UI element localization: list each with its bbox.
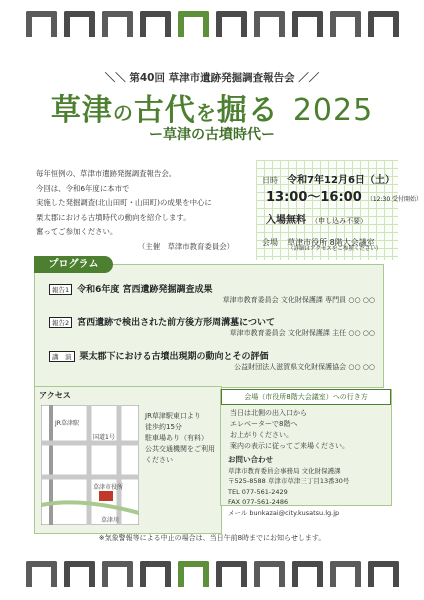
access-map <box>41 405 139 525</box>
program-tag: 講 演 <box>49 351 75 362</box>
intro-line: 実施した発掘調査(北山田町・山田町)の成果を中心に <box>36 198 212 207</box>
frame-ornament <box>64 11 95 37</box>
title-particle: の <box>112 101 134 125</box>
program-tag: 報告2 <box>49 317 72 328</box>
intro-line: 栗太郡における古墳時代の動向を紹介します。 <box>36 212 191 222</box>
frame-ornament <box>26 11 57 37</box>
time-row <box>266 186 422 205</box>
event-kicker: ＼＼ 第40回 草津市遺跡発掘調査報告会 ／／ <box>104 72 320 84</box>
program-speaker: 草津市教育委員会 文化財保護課 主任 ○○ ○○ <box>229 329 375 337</box>
program-tag: 報告1 <box>49 284 72 295</box>
organizer-signature: （主催 草津市教育委員会） <box>137 241 234 251</box>
event-theme: ー草津の古墳時代ー <box>149 127 275 143</box>
frame-ornament <box>216 561 247 587</box>
direction-line: JR草津駅東口より <box>145 412 201 420</box>
direction-line: 公共交通機関をご利用ください <box>145 445 215 464</box>
venue-value: 草津市役所 8階大会議室 <box>287 238 375 247</box>
intro-line: 今回は、令和6年度に本市で <box>36 183 130 193</box>
contact-tel: TEL 077-561-2429 <box>228 487 288 496</box>
guide-line: エレベーターで8階へ <box>230 420 298 428</box>
title-particle: を <box>195 101 217 125</box>
contact-section <box>228 455 388 518</box>
frame-ornament <box>254 561 285 587</box>
frame-ornament <box>64 561 95 587</box>
venue-note: （詳細はアクセスをご参照ください） <box>288 246 382 252</box>
direction-line: 徒歩約15分 <box>145 423 182 431</box>
frame-ornament <box>102 11 133 37</box>
program-tab: プログラム <box>34 256 113 273</box>
page-title <box>0 85 424 129</box>
venue-marker <box>99 491 113 501</box>
contact-org: 草津市教育委員会事務局 文化財保護課 <box>228 466 341 475</box>
frame-ornament <box>216 11 247 37</box>
program-item <box>49 282 375 305</box>
contact-email[interactable]: メール bunkazai@city.kusatsu.lg.jp <box>228 508 340 517</box>
frame-ornament <box>178 11 209 37</box>
guide-line: 当日は北側の出入口から <box>230 409 307 417</box>
top-frame-border <box>0 11 424 37</box>
frame-ornament <box>178 561 209 587</box>
frame-ornament <box>368 561 399 587</box>
map-label: JR草津駅 <box>55 420 79 427</box>
intro-text <box>36 167 246 254</box>
program-item <box>49 349 375 372</box>
direction-line: 駐車場あり（有料） <box>145 434 208 442</box>
frame-ornament <box>368 11 399 37</box>
frame-ornament <box>292 11 323 37</box>
event-info-box <box>256 160 423 260</box>
access-title: アクセス <box>39 391 71 400</box>
contact-title: お問い合わせ <box>228 455 273 464</box>
date-row <box>262 168 395 187</box>
intro-line: 毎年恒例の、草津市遺跡発掘調査報告会。 <box>36 169 177 178</box>
access-directions <box>145 411 217 466</box>
title-part: 草津 <box>50 93 113 128</box>
frame-ornament <box>140 561 171 587</box>
venue-label: 会場 <box>262 238 278 247</box>
guide-line: 案内の表示に従ってご来場ください。 <box>230 442 349 450</box>
program-title: 令和6年度 宮西遺跡発掘調査成果 <box>77 285 213 295</box>
date-label: 日時 <box>262 176 278 185</box>
frame-ornament <box>330 561 361 587</box>
map-label: 国道1号 <box>93 434 115 441</box>
admission-value: 入場無料 <box>266 215 306 226</box>
program-speaker: 公益財団法人滋賀県文化財保護協会 ○○ ○○ <box>234 363 375 371</box>
title-year: 2025 <box>292 93 374 128</box>
frame-ornament <box>26 561 57 587</box>
date-value: 令和7年12月6日（土） <box>287 175 395 186</box>
contact-address: 〒525-8588 草津市草津三丁目13番30号 <box>228 477 350 485</box>
frame-ornament <box>330 11 361 37</box>
guide-line: お上がりください。 <box>230 431 293 439</box>
time-note: （12:30 受付開始） <box>366 196 423 203</box>
venue-guide-text <box>230 408 384 452</box>
program-item <box>49 315 375 338</box>
admission-row <box>266 208 367 227</box>
time-value: 13:00～16:00 <box>266 190 362 205</box>
frame-ornament <box>102 561 133 587</box>
program-title: 宮西遺跡で検出された前方後方形周溝墓について <box>77 318 275 328</box>
map-label: 草津川 <box>101 517 120 524</box>
bottom-frame-border <box>0 561 424 587</box>
program-speaker: 草津市教育委員会 文化財保護課 専門員 ○○ ○○ <box>222 296 375 304</box>
program-title: 栗太郡下における古墳出現期の動向とその評価 <box>79 352 269 362</box>
frame-ornament <box>140 11 171 37</box>
admission-note: （申し込み不要） <box>311 217 368 225</box>
program-section <box>34 264 384 388</box>
footer-note: ※気象警報等による中止の場合は、当日午前8時までにお知らせします。 <box>98 534 326 542</box>
frame-ornament <box>254 11 285 37</box>
title-part: 掘る <box>216 93 279 128</box>
intro-line: 奮ってご参加ください。 <box>36 227 118 236</box>
map-label: 草津市役所 <box>93 484 124 491</box>
venue-guide-button[interactable]: 会場（市役所8階大会議室）への行き方 <box>221 389 391 405</box>
access-section <box>34 386 222 534</box>
contact-fax: FAX 077-561-2486 <box>228 498 289 506</box>
frame-ornament <box>292 561 323 587</box>
title-part: 古代 <box>133 93 196 128</box>
